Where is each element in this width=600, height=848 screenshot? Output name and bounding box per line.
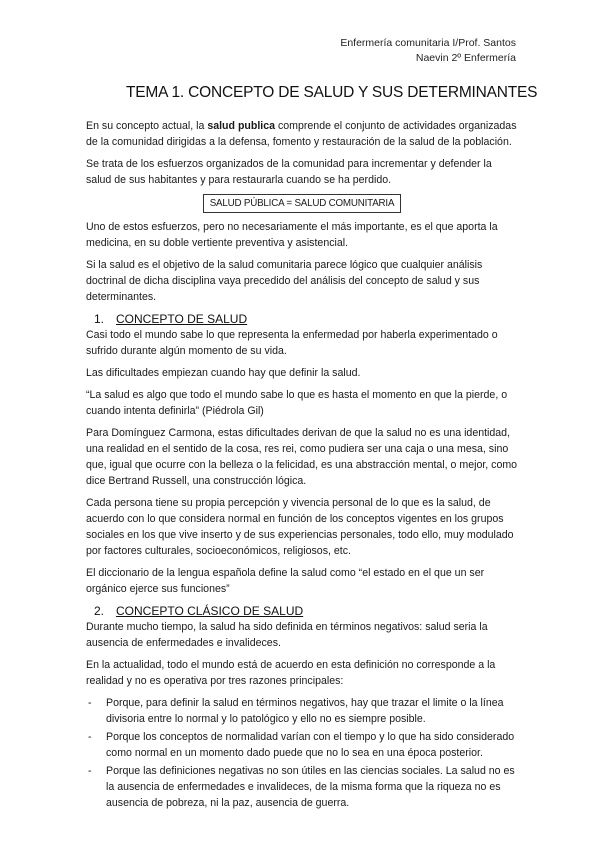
reasons-list (86, 695, 518, 811)
section-1-paragraph-2: Las dificultades empiezan cuando hay que definir la salud. (86, 367, 361, 379)
section-2-paragraph-1: Durante mucho tiempo, la salud ha sido definida en términos negativos: salud seria la ausencia de enfermedades e invalideces. (86, 621, 488, 649)
intro-paragraph-4: Si la salud es el objetivo de la salud comunitaria parece lógico que cualquier análisis doctrinal de dicha disciplina vaya precedido del análisis del concepto de salud y sus determinantes. (86, 259, 483, 303)
section-2-number: 2. (94, 604, 105, 618)
list-item: - Porque, para definir la salud en términos negativos, hay que trazar el limite o la línea divisoria entre lo normal y lo patológico y ello no es siempre posible. (86, 695, 518, 727)
intro-paragraph-2: Se trata de los esfuerzos organizados de la comunidad para incrementar y defender la salud de sus habitantes y para restaurarla cuando se ha perdido. (86, 158, 492, 186)
section-1-paragraph-6: El diccionario de la lengua española define la salud como “el estado en el que un ser orgánico ejerce sus funciones” (86, 567, 485, 595)
list-item: - Porque los conceptos de normalidad varían con el tiempo y lo que ha sido considerado como normal en un momento dado puede que no lo sea en una época posterior. (86, 729, 518, 761)
section-1-heading (86, 311, 518, 327)
document-body (86, 118, 518, 813)
section-2-title: CONCEPTO CLÁSICO DE SALUD (116, 604, 304, 618)
intro-paragraph-1 (86, 118, 518, 150)
section-1-number: 1. (94, 312, 105, 326)
list-item: - Porque las definiciones negativas no son útiles en las ciencias sociales. La salud no es la ausencia de enfermedades e invalideces, de la misma forma que la riqueza no es ausencia de pobreza, ni la paz, ausencia de guerra. (86, 763, 518, 811)
section-1-paragraph-5: Cada persona tiene su propia percepción y vivencia personal de lo que es la salud, de acuerdo con lo que considera normal en función de los conceptos vigentes en los grupos sociales en los que vive inserto y de sus experiencias personales, todo ello, muy modulado por factores culturales, socioeconómicos, religiosos, etc. (86, 497, 514, 557)
definition-box-wrapper (86, 194, 518, 213)
header-course: Enfermería comunitaria I/Prof. Santos (340, 37, 516, 49)
page-title: TEMA 1. CONCEPTO DE SALUD Y SUS DETERMINANTES (126, 84, 538, 101)
page-header (340, 36, 516, 66)
intro-p1-text-start: En su concepto actual, la (86, 120, 208, 132)
intro-paragraph-3: Uno de estos esfuerzos, pero no necesariamente el más importante, es el que aporta la medicina, en su doble vertiente preventiva y asistencial. (86, 221, 498, 249)
section-1-paragraph-4: Para Domínguez Carmona, estas dificultades derivan de que la salud no es una identidad, una realidad en el sentido de la cosa, res rei, como pudiera ser una caja o una mesa, sino que, igual que ocurre con la belleza o la felicidad, es una abstracción mental, o mejor, como dice Bertrand Russell, una construcción lógica. (86, 427, 518, 487)
section-1-title: CONCEPTO DE SALUD (116, 312, 248, 326)
section-1-quote: “La salud es algo que todo el mundo sabe lo que es hasta el momento en que la pierde, o cuando intenta definirla” (Piédrola Gil) (86, 389, 508, 417)
header-author: Naevin 2º Enfermería (415, 52, 516, 64)
section-1-paragraph-1: Casi todo el mundo sabe lo que representa la enfermedad por haberla experimentado o sufrido durante algún momento de su vida. (86, 329, 498, 357)
intro-p1-text-end: comprende el conjunto de actividades organizadas de la comunidad dirigidas a la defensa, fomento y restauración de la salud de la población. (86, 120, 517, 148)
intro-p1-bold-term: salud publica (207, 120, 276, 132)
section-2-paragraph-2: En la actualidad, todo el mundo está de acuerdo en esta definición no corresponde a la realidad y no es operativa por tres razones principales: (86, 659, 496, 687)
section-2-heading (86, 603, 518, 619)
definition-box: SALUD PÚBLICA = SALUD COMUNITARIA (203, 194, 402, 213)
